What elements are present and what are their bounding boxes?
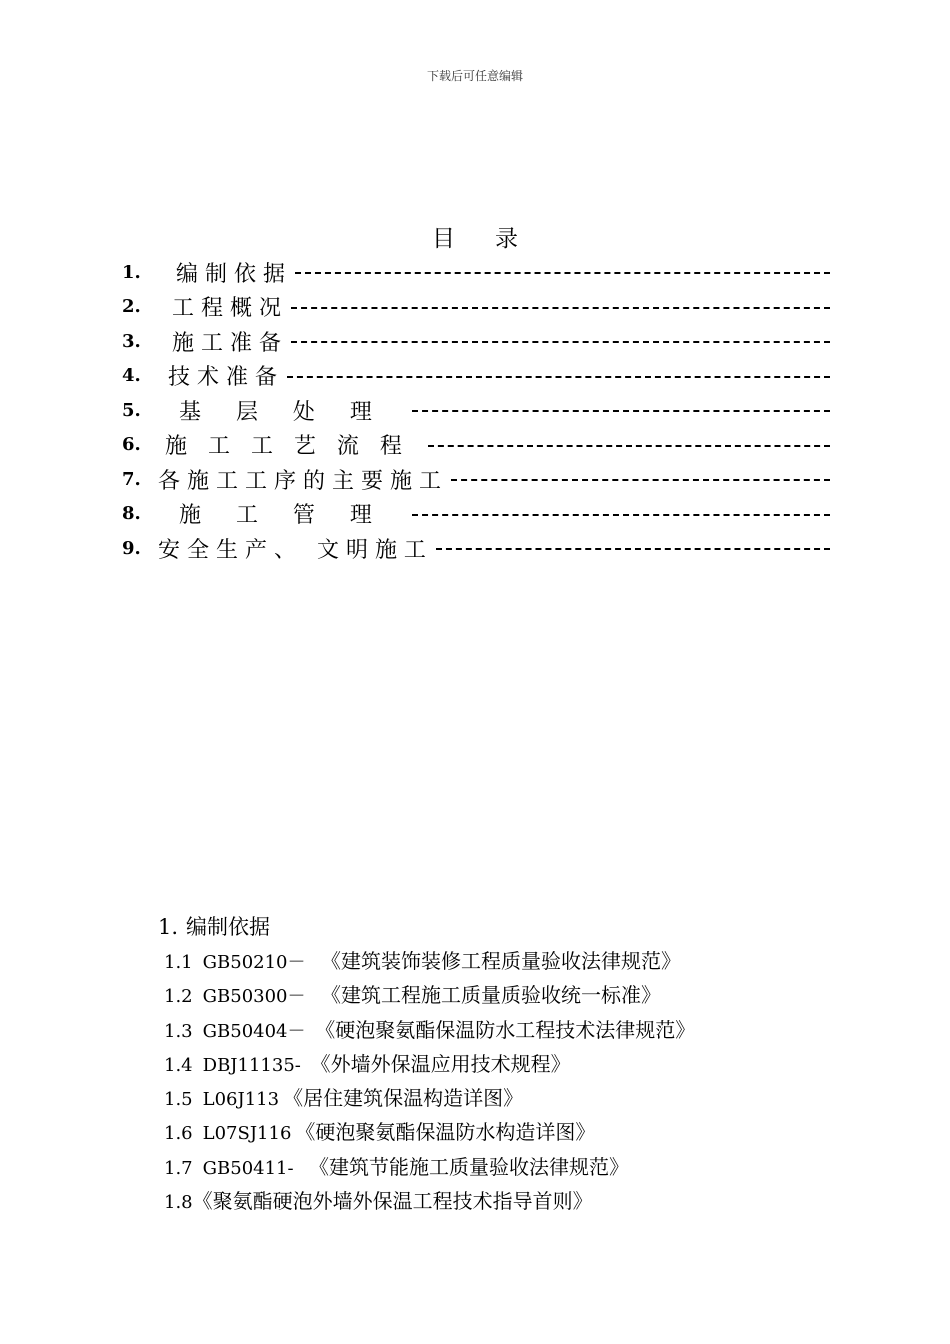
reference-code: GB50411- — [202, 1157, 306, 1179]
reference-item — [164, 978, 858, 1012]
toc-leader — [291, 307, 830, 309]
reference-number: 1.6 — [164, 1123, 193, 1145]
toc-item-label: 工 程 概 况 — [172, 296, 281, 322]
reference-item — [164, 944, 858, 978]
reference-item — [164, 1013, 858, 1047]
reference-code: L07SJ116 — [202, 1123, 292, 1145]
toc-item-number: 5. — [122, 399, 141, 421]
toc-leader — [451, 479, 830, 481]
toc-item-label: 编 制 依 据 — [176, 261, 285, 287]
reference-number: 1.2 — [164, 986, 193, 1008]
reference-title: 《硬泡聚氨酯保温防水工程技术法律规范》 — [315, 1017, 696, 1042]
section-heading — [158, 910, 858, 944]
toc-leader — [295, 272, 830, 274]
toc-item[interactable] — [122, 462, 830, 497]
reference-number: 1.8 — [164, 1192, 193, 1214]
toc-item-label: 各 施 工 工 序 的 主 要 施 工 — [158, 468, 441, 494]
section-number: 1. — [158, 915, 179, 939]
toc-item-number: 7. — [122, 468, 141, 490]
toc-leader — [412, 514, 830, 516]
reference-item — [164, 1115, 858, 1149]
section-title: 编制依据 — [186, 915, 271, 939]
toc-item-label: 安 全 生 产 、 文 明 施 工 — [158, 537, 426, 563]
reference-title: 《硬泡聚氨酯保温防水构造详图》 — [295, 1120, 596, 1145]
toc-item[interactable] — [122, 497, 830, 532]
reference-item — [164, 1184, 858, 1218]
reference-number: 1.4 — [164, 1054, 193, 1076]
toc-item[interactable] — [122, 290, 830, 325]
toc-item[interactable] — [122, 324, 830, 359]
reference-title: 《建筑工程施工质量质验收统一标准》 — [320, 983, 661, 1008]
toc-leader — [291, 341, 830, 343]
toc-item-number: 3. — [122, 330, 141, 352]
toc-item-number: 6. — [122, 434, 141, 456]
toc-item-label: 施 工 工 艺 流 程 — [158, 434, 402, 460]
reference-number: 1.5 — [164, 1089, 193, 1111]
toc-item[interactable] — [122, 393, 830, 428]
reference-code: GB50300－ — [202, 986, 317, 1008]
reference-list — [164, 944, 858, 1218]
toc-leader — [428, 445, 830, 447]
toc-item-number: 9. — [122, 537, 141, 559]
reference-item — [164, 1150, 858, 1184]
toc-item[interactable] — [122, 255, 830, 290]
toc-item-label: 基 层 处 理 — [158, 399, 372, 425]
reference-code: DBJ11135- — [202, 1054, 307, 1076]
reference-number: 1.1 — [164, 952, 193, 973]
toc-list — [122, 255, 830, 566]
reference-code: GB50210－ — [202, 952, 317, 973]
reference-title: 《建筑节能施工质量验收法律规范》 — [309, 1154, 630, 1179]
toc-item-number: 1. — [122, 261, 141, 283]
toc-item-number: 2. — [122, 296, 141, 318]
toc-item[interactable] — [122, 428, 830, 463]
page-header: 下载后可任意编辑 — [426, 69, 523, 83]
toc-item[interactable] — [122, 531, 830, 566]
reference-code: L06J113 — [202, 1089, 280, 1111]
toc-leader — [436, 548, 830, 550]
toc-title: 目录 — [432, 226, 558, 252]
reference-title: 《外墙外保温应用技术规程》 — [310, 1051, 571, 1076]
reference-title: 《聚氨酯硬泡外墙外保温工程技术指导首则》 — [192, 1189, 593, 1214]
section-compilation-basis — [158, 910, 858, 1218]
toc-leader — [412, 410, 830, 412]
toc-item[interactable] — [122, 359, 830, 394]
reference-code: GB50404－ — [202, 1020, 312, 1042]
reference-title: 《居住建筑保温构造详图》 — [283, 1086, 524, 1111]
toc-item-label: 施 工 管 理 — [158, 503, 372, 529]
reference-item — [164, 1047, 858, 1081]
toc-item-number: 8. — [122, 503, 141, 525]
reference-number: 1.7 — [164, 1157, 193, 1179]
toc-item-number: 4. — [122, 365, 141, 387]
reference-title: 《建筑装饰装修工程质量验收法律规范》 — [320, 949, 681, 973]
reference-number: 1.3 — [164, 1020, 193, 1042]
toc-item-label: 施 工 准 备 — [172, 330, 281, 356]
reference-item — [164, 1081, 858, 1115]
toc-item-label: 技 术 准 备 — [168, 365, 277, 391]
toc-leader — [287, 376, 830, 378]
